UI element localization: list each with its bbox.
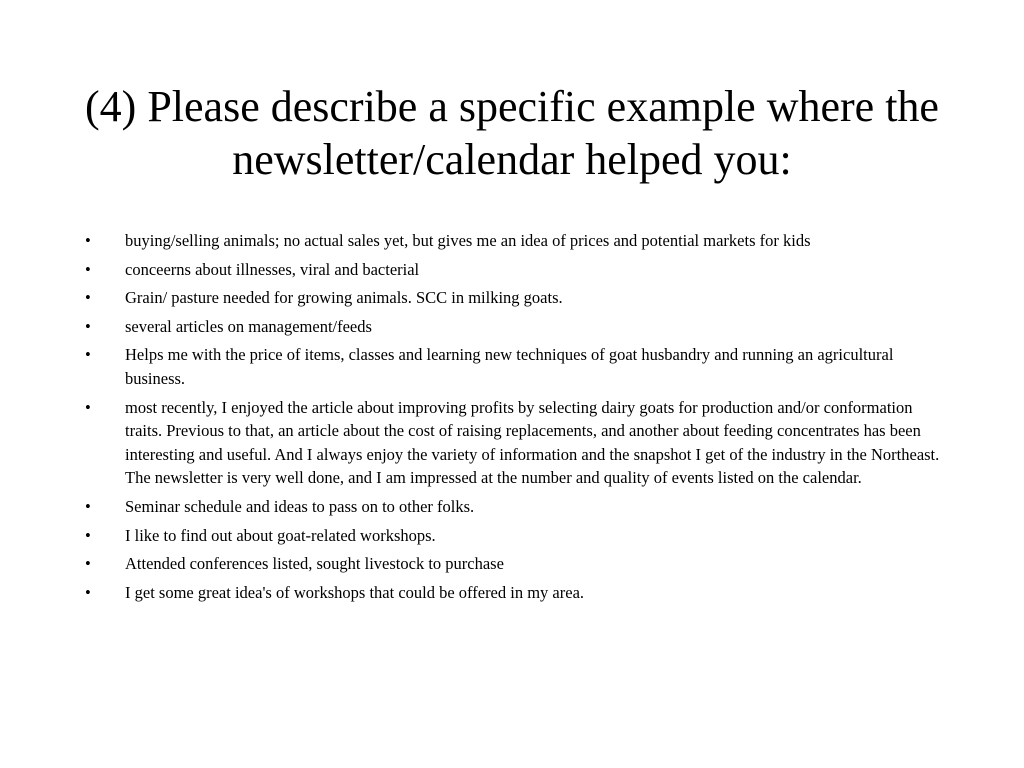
bullet-icon: • [85, 231, 91, 250]
list-item-text: conceerns about illnesses, viral and bacterial [125, 259, 420, 279]
bullet-icon: • [85, 525, 91, 545]
list-item [85, 229, 945, 253]
list-item-text: Helps me with the price of items, classes and learning new techniques of goat husbandry and running an agricultural business. [125, 345, 894, 388]
bullet-icon: • [85, 259, 91, 279]
bullet-icon: • [85, 397, 91, 417]
list-item [85, 315, 945, 339]
list-item-text: I get some great idea's of workshops that could be offered in my area. [125, 582, 585, 602]
list-item [85, 581, 945, 605]
list-item [85, 552, 945, 576]
bullet-list [85, 229, 945, 609]
list-item [85, 524, 945, 548]
slide-title: (4) Please describe a specific example where the newsletter/calendar helped you: [85, 82, 939, 184]
list-item [85, 495, 945, 519]
bullet-icon: • [85, 316, 91, 336]
list-item-text: Grain/ pasture needed for growing animals. SCC in milking goats. [125, 288, 563, 308]
list-item-text: most recently, I enjoyed the article about improving profits by selecting dairy goats for production and/or conformation traits. Previous to that, an article about the cost of raising replacements, and another about feeding concentrates has been interesting and useful. And I always enjoy the variety of information and the snapshot I get of the industry in the Northeast. The newsletter is very well done, and I am impressed at the number and quality of events listed on the calendar. [125, 397, 940, 488]
list-item-text: Seminar schedule and ideas to pass on to other folks. [125, 496, 475, 516]
bullet-icon: • [85, 496, 91, 516]
list-item-text: buying/selling animals; no actual sales yet, but gives me an idea of prices and potential markets for kids [125, 231, 811, 250]
bullet-icon: • [85, 554, 91, 574]
bullet-icon: • [85, 288, 91, 308]
list-item [85, 343, 945, 390]
list-item-text: I like to find out about goat-related workshops. [125, 525, 436, 545]
bullet-icon: • [85, 345, 91, 365]
list-item-text: several articles on management/feeds [125, 316, 372, 336]
bullet-icon: • [85, 582, 91, 602]
list-item-text: Attended conferences listed, sought livestock to purchase [125, 554, 504, 574]
list-item [85, 396, 945, 490]
list-item [85, 258, 945, 282]
list-item [85, 286, 945, 310]
